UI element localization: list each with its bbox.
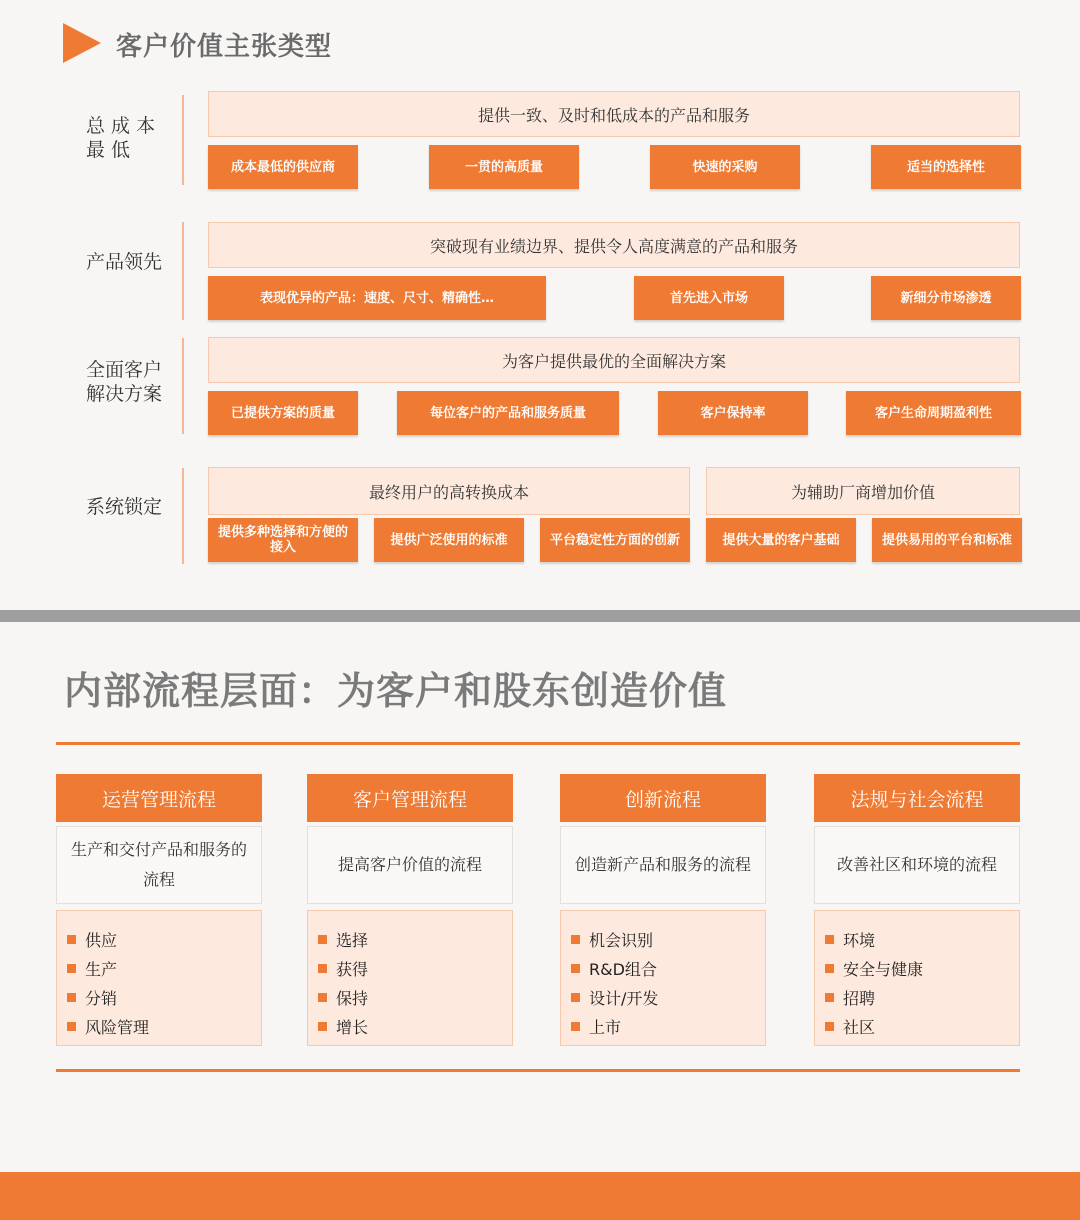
- square-bullet-icon: [67, 964, 76, 973]
- list-item: 社区: [825, 1012, 1019, 1041]
- list-item: 招聘: [825, 983, 1019, 1012]
- top-divider-line: [56, 742, 1020, 745]
- row-divider: [182, 222, 184, 320]
- list-item: 机会识别: [571, 925, 765, 954]
- value-box: 成本最低的供应商: [208, 145, 358, 189]
- process-column: [814, 774, 1020, 1046]
- row-label-product-leadership: 产品领先: [86, 251, 163, 273]
- list-item: 增长: [318, 1012, 512, 1041]
- column-description: 创造新产品和服务的流程: [560, 826, 766, 904]
- process-column: [307, 774, 513, 1046]
- square-bullet-icon: [67, 935, 76, 944]
- value-box: 表现优异的产品：速度、尺寸、精确性…: [208, 276, 546, 320]
- column-header: 创新流程: [560, 774, 766, 822]
- column-list: [56, 910, 262, 1046]
- value-box: 提供大量的客户基础: [706, 518, 856, 562]
- slide1-title: 客户价值主张类型: [116, 32, 333, 62]
- value-box: 客户生命周期盈利性: [846, 391, 1021, 435]
- list-item: 安全与健康: [825, 954, 1019, 983]
- row-label-system-lockin: 系统锁定: [86, 496, 163, 518]
- list-item: 风险管理: [67, 1012, 261, 1041]
- list-item: 生产: [67, 954, 261, 983]
- row-divider: [182, 468, 184, 564]
- row-summary-bar: 突破现有业绩边界、提供令人高度满意的产品和服务: [208, 222, 1020, 268]
- square-bullet-icon: [571, 993, 580, 1002]
- value-box: 客户保持率: [658, 391, 808, 435]
- value-box: 新细分市场渗透: [871, 276, 1021, 320]
- process-column: [56, 774, 262, 1046]
- square-bullet-icon: [67, 1022, 76, 1031]
- square-bullet-icon: [571, 964, 580, 973]
- footer-bar: [0, 1172, 1080, 1220]
- square-bullet-icon: [571, 1022, 580, 1031]
- list-item: R&D组合: [571, 954, 765, 983]
- square-bullet-icon: [571, 935, 580, 944]
- row-label-total-solution: 全面客户 解决方案: [86, 359, 163, 405]
- square-bullet-icon: [318, 964, 327, 973]
- slide2-title: 内部流程层面：为客户和股东创造价值: [64, 669, 728, 713]
- list-item: 获得: [318, 954, 512, 983]
- row-summary-bar: 为客户提供最优的全面解决方案: [208, 337, 1020, 383]
- square-bullet-icon: [825, 993, 834, 1002]
- column-header: 客户管理流程: [307, 774, 513, 822]
- value-box: 每位客户的产品和服务质量: [397, 391, 619, 435]
- row-label-lowest-cost: 总 成 本 最 低: [86, 115, 156, 161]
- row-divider: [182, 338, 184, 434]
- value-box: 已提供方案的质量: [208, 391, 358, 435]
- square-bullet-icon: [825, 964, 834, 973]
- bottom-divider-line: [56, 1069, 1020, 1072]
- list-item: 上市: [571, 1012, 765, 1041]
- value-box: 首先进入市场: [634, 276, 784, 320]
- list-item: 选择: [318, 925, 512, 954]
- process-column: [560, 774, 766, 1046]
- list-item: 环境: [825, 925, 1019, 954]
- column-description: 生产和交付产品和服务的流程: [56, 826, 262, 904]
- row-divider: [182, 95, 184, 185]
- square-bullet-icon: [825, 1022, 834, 1031]
- value-box: 提供多种选择和方便的接入: [208, 518, 358, 562]
- title-arrow-icon: [63, 23, 101, 63]
- list-item: 设计/开发: [571, 983, 765, 1012]
- square-bullet-icon: [318, 993, 327, 1002]
- value-box: 一贯的高质量: [429, 145, 579, 189]
- column-list: [814, 910, 1020, 1046]
- row-summary-bar: 提供一致、及时和低成本的产品和服务: [208, 91, 1020, 137]
- square-bullet-icon: [318, 935, 327, 944]
- value-box: 提供易用的平台和标准: [872, 518, 1022, 562]
- row-summary-bar: 最终用户的高转换成本: [208, 467, 690, 515]
- row-summary-bar: 为辅助厂商增加价值: [706, 467, 1020, 515]
- column-description: 提高客户价值的流程: [307, 826, 513, 904]
- square-bullet-icon: [318, 1022, 327, 1031]
- square-bullet-icon: [825, 935, 834, 944]
- slide-separator: [0, 610, 1080, 622]
- value-box: 快速的采购: [650, 145, 800, 189]
- column-header: 法规与社会流程: [814, 774, 1020, 822]
- square-bullet-icon: [67, 993, 76, 1002]
- slide-internal-process: [0, 622, 1080, 1220]
- value-box: 适当的选择性: [871, 145, 1021, 189]
- list-item: 保持: [318, 983, 512, 1012]
- value-box: 平台稳定性方面的创新: [540, 518, 690, 562]
- list-item: 供应: [67, 925, 261, 954]
- value-box: 提供广泛使用的标准: [374, 518, 524, 562]
- column-header: 运营管理流程: [56, 774, 262, 822]
- list-item: 分销: [67, 983, 261, 1012]
- column-list: [560, 910, 766, 1046]
- column-description: 改善社区和环境的流程: [814, 826, 1020, 904]
- column-list: [307, 910, 513, 1046]
